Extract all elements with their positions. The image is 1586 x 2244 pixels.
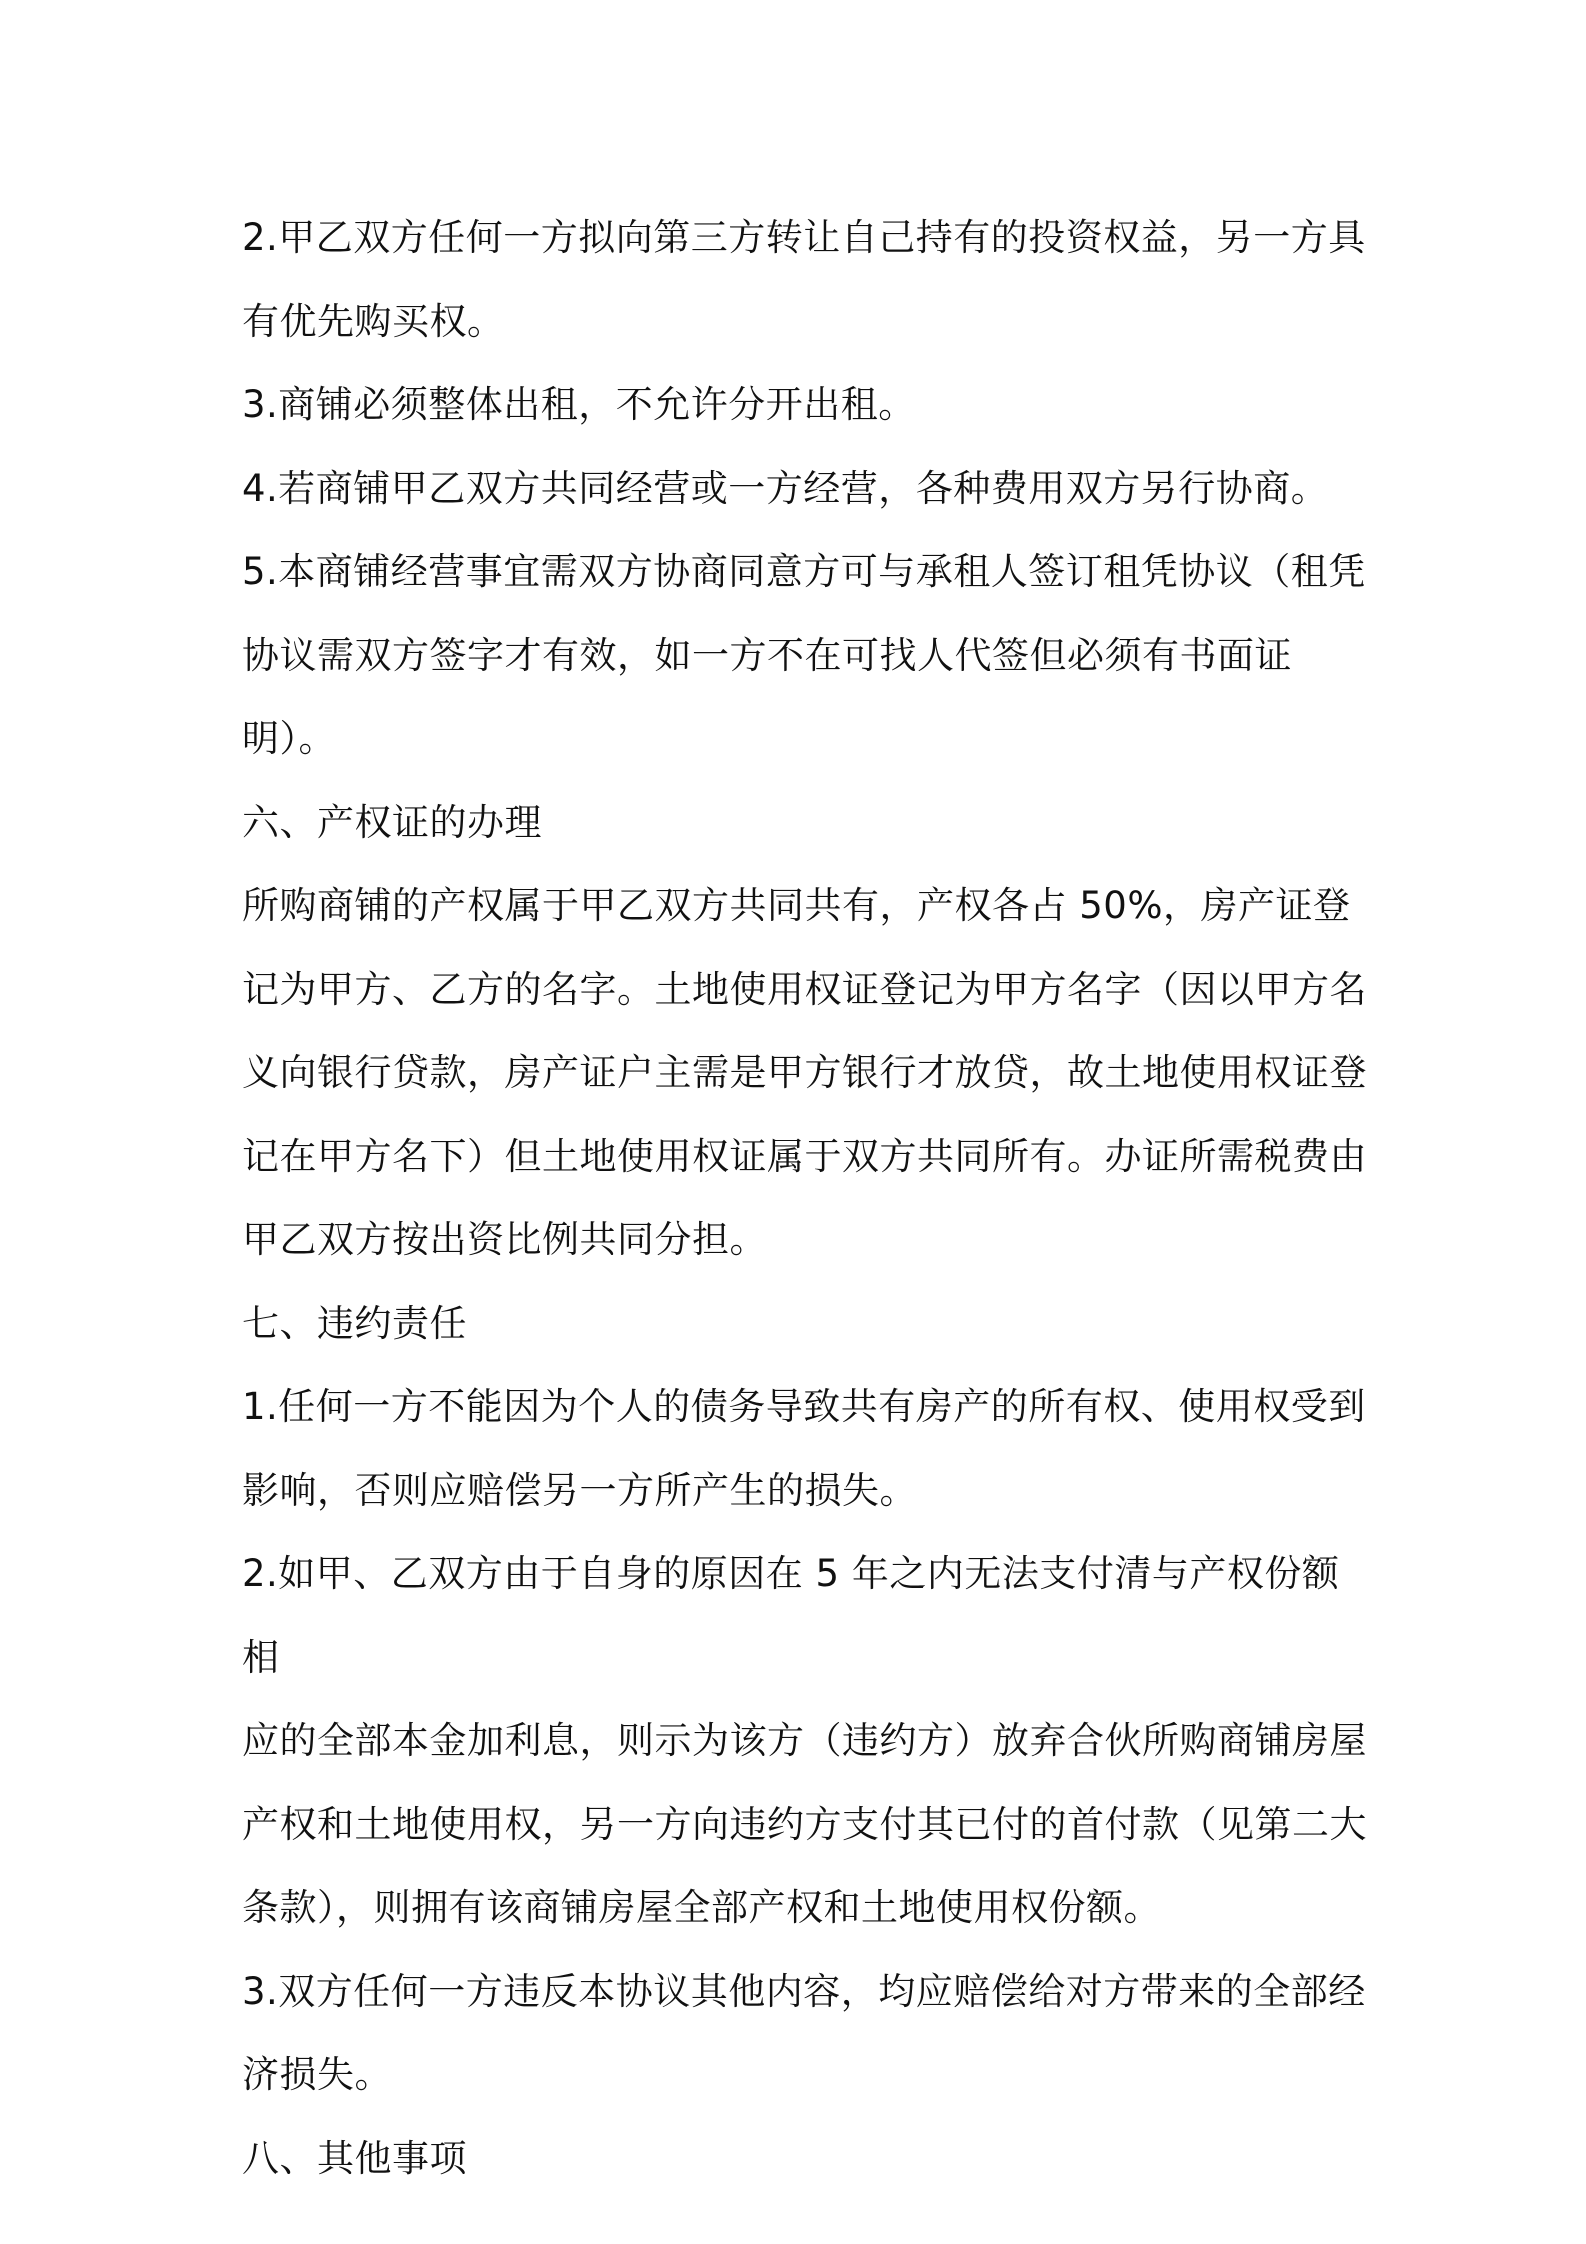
clause-5-lease-agreement: 5.本商铺经营事宜需双方协商同意方可与承租人签订租凭协议（租凭 协议需双方签字才有效，如一方不在可找人代签但必须有书面证明）。	[242, 550, 1366, 760]
clause-2-transfer-preemption: 2.甲乙双方任何一方拟向第三方转让自己持有的投资权益，另一方具 有优先购买权。	[242, 216, 1366, 343]
liability-clause-2: 2.如甲、乙双方由于自身的原因在 5 年之内无法支付清与产权份额相 应的全部本金加利息，则示为该方（违约方）放弃合伙所购商铺房屋 产权和土地使用权，另一方向违约方支付其已付的首付款（见第二大 条款），则拥有该商铺房屋全部产权和土地使用权份额。	[242, 1552, 1367, 1929]
section-heading-property-certificate: 六、产权证的办理	[242, 800, 542, 844]
clause-3-whole-lease: 3.商铺必须整体出租，不允许分开出租。	[242, 383, 916, 426]
liability-clause-1: 1.任何一方不能因为个人的债务导致共有房产的所有权、使用权受到 影响，否则应赔偿另一方所产生的损失。	[242, 1385, 1366, 1512]
document-body	[242, 196, 1372, 2200]
property-certificate-paragraph: 所购商铺的产权属于甲乙双方共同共有，产权各占 50%，房产证登 记为甲方、乙方的名字。土地使用权证登记为甲方名字（因以甲方名 义向银行贷款，房产证户主需是甲方银行才放贷，故土地使用权证登 记在甲方名下）但土地使用权证属于双方共同所有。办证所需税费由 甲乙双方按出资比例共同分担。	[242, 884, 1367, 1261]
clause-4-operating-costs: 4.若商铺甲乙双方共同经营或一方经营，各种费用双方另行协商。	[242, 466, 1329, 510]
section-heading-other-matters: 八、其他事项	[242, 2136, 467, 2180]
liability-clause-3: 3.双方任何一方违反本协议其他内容，均应赔偿给对方带来的全部经 济损失。	[242, 1969, 1366, 2096]
section-heading-liability: 七、违约责任	[242, 1301, 467, 1345]
